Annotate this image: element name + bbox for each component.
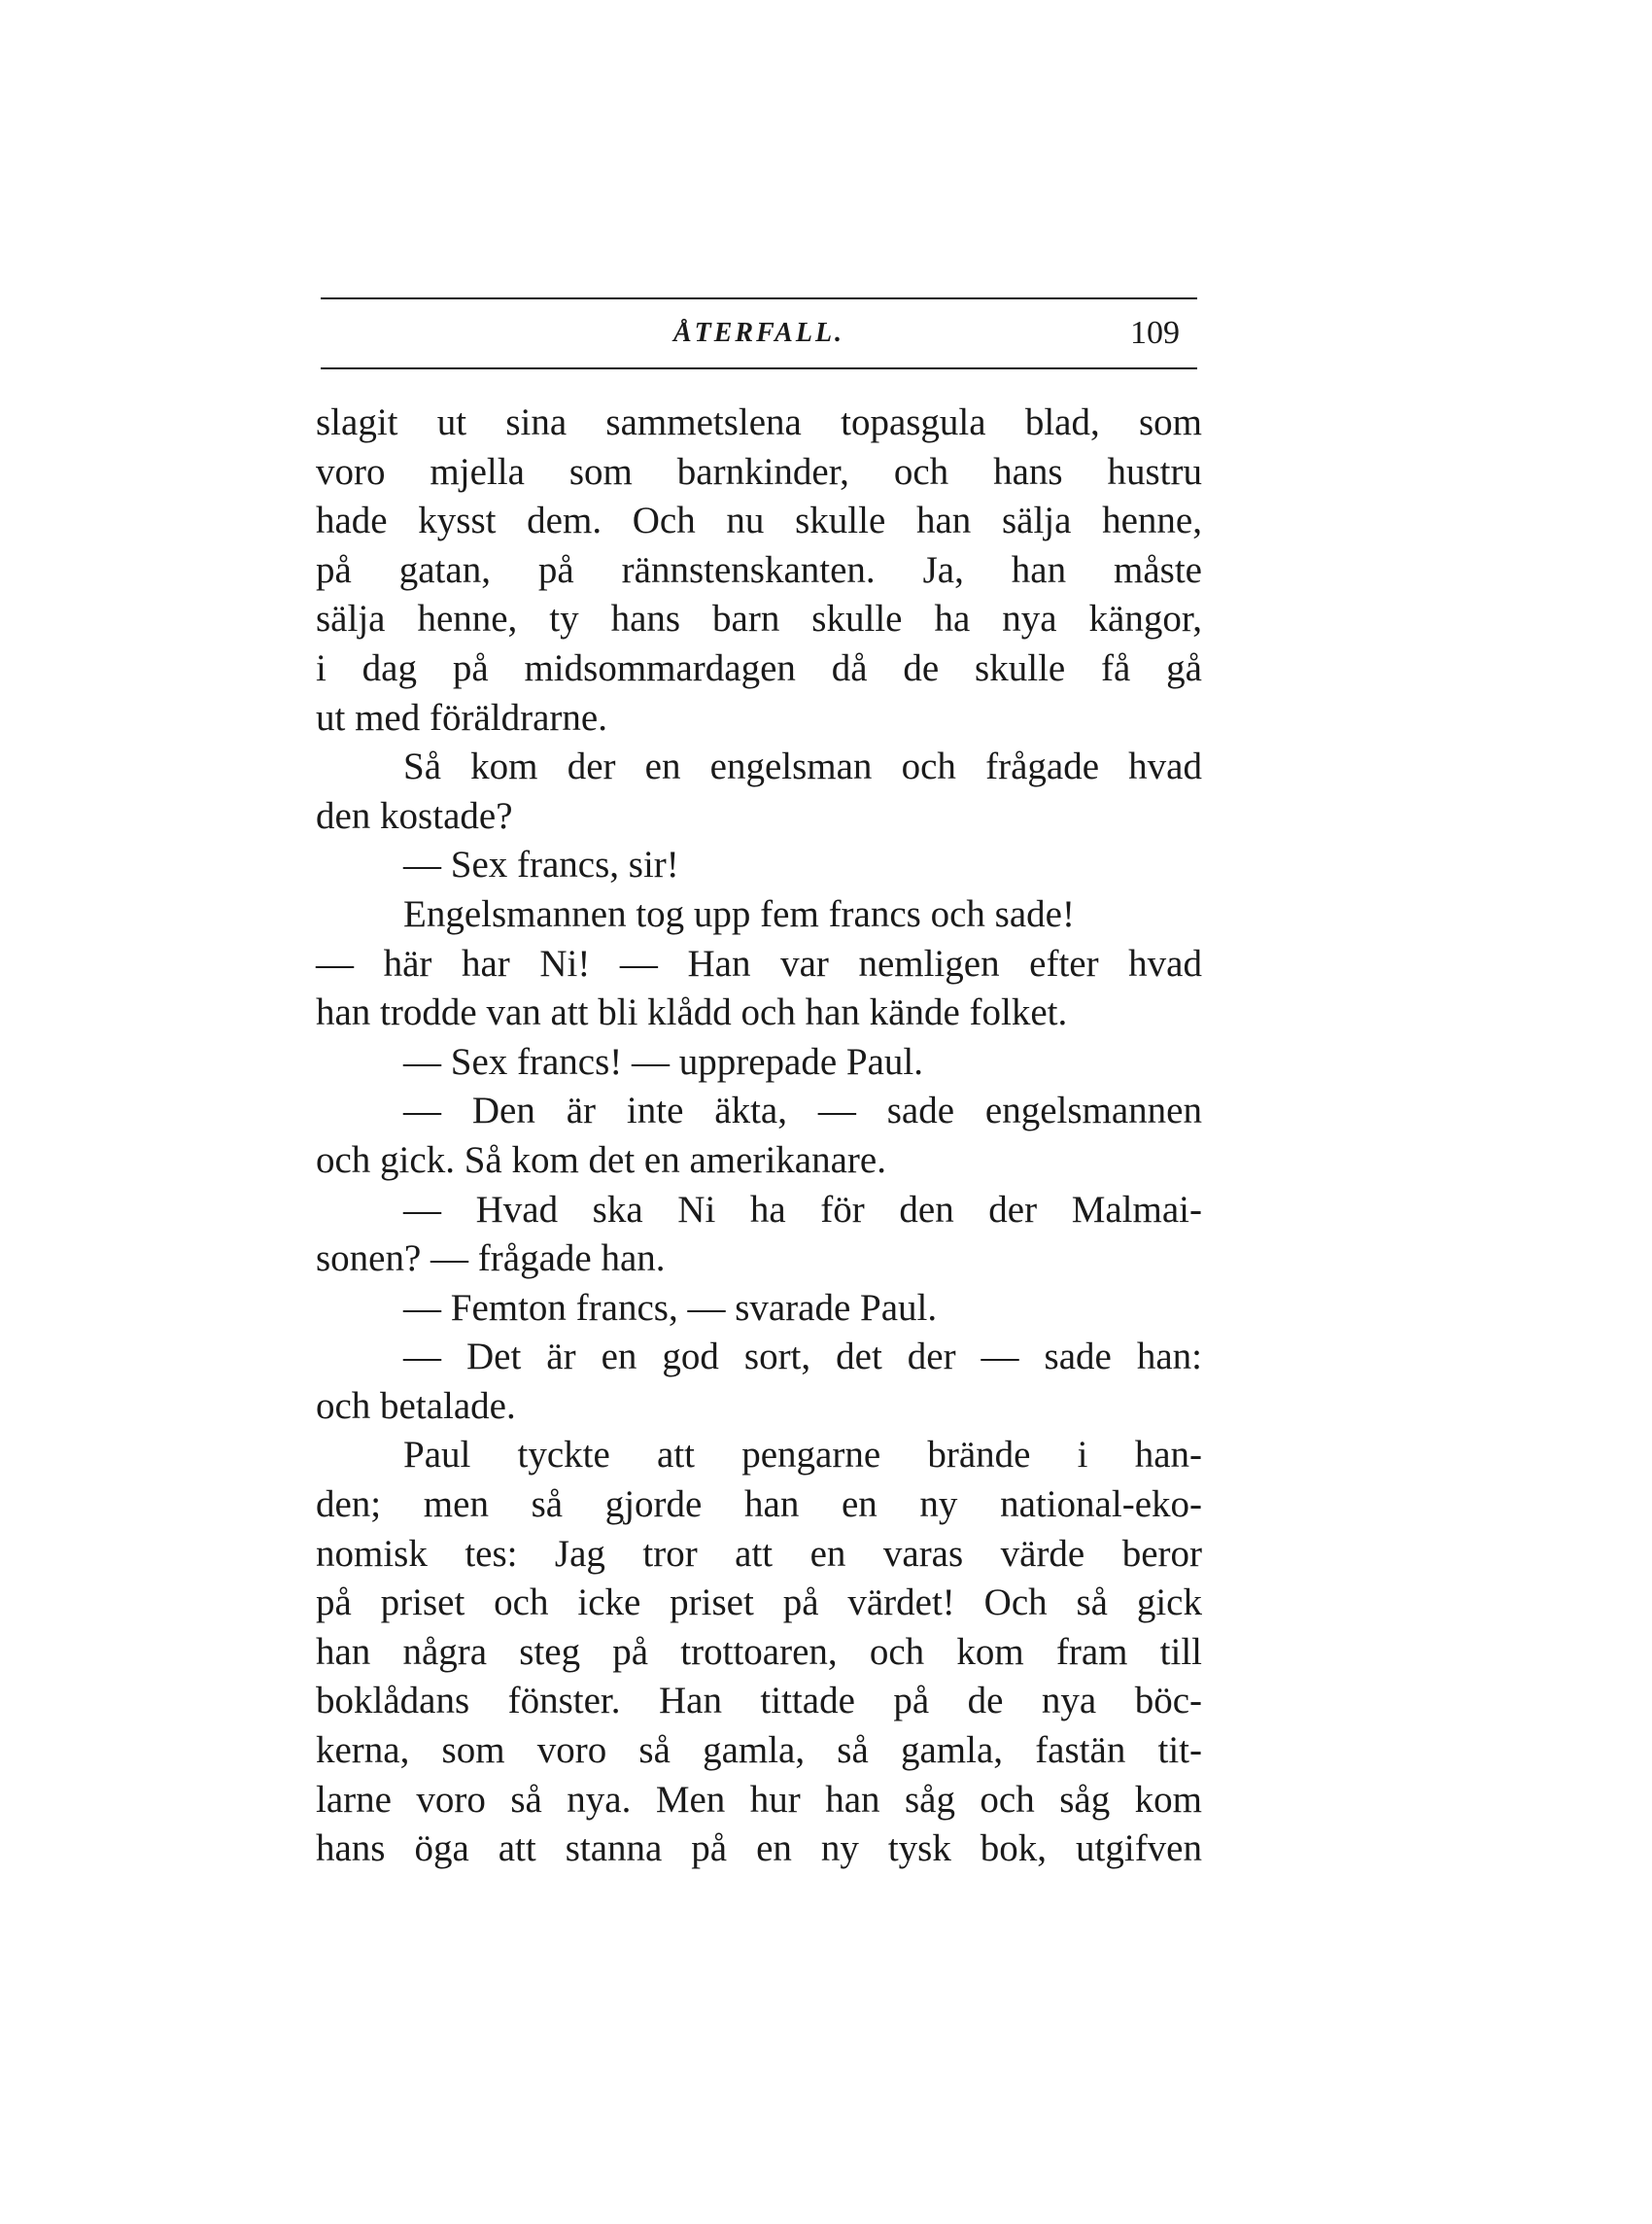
text-line: Engelsmannen tog upp fem francs och sade! <box>403 892 1075 935</box>
text-line: — Det är en god sort, det der — sade han: <box>403 1336 1202 1378</box>
header-rule-bottom <box>321 367 1197 369</box>
text-line: nomisk tes: Jag tror att en varas värde beror <box>316 1532 1202 1575</box>
text-line: på gatan, på rännstenskanten. Ja, han måste <box>316 548 1202 591</box>
text-line: kerna, som voro så gamla, så gamla, fastän tit- <box>316 1729 1202 1772</box>
text-line: på priset och icke priset på värdet! Och så gick <box>316 1581 1202 1624</box>
text-line: — Femton francs, — svarade Paul. <box>403 1286 938 1329</box>
running-head <box>321 309 1197 358</box>
page-number: 109 <box>1130 315 1180 351</box>
text-line: Så kom der en engelsman och frågade hvad <box>403 746 1202 788</box>
text-line: hade kysst dem. Och nu skulle han sälja henne, <box>316 500 1202 542</box>
body-text <box>316 399 1202 1874</box>
text-line: han några steg på trottoaren, och kom fram till <box>316 1630 1202 1673</box>
text-line: — Sex francs, sir! <box>403 844 679 886</box>
text-line: i dag på midsommardagen då de skulle få gå <box>316 646 1202 689</box>
text-line: hans öga att stanna på en ny tysk bok, utgifven <box>316 1827 1202 1870</box>
text-line: den kostade? <box>316 794 513 837</box>
text-line: sonen? — frågade han. <box>316 1237 666 1280</box>
text-line: Paul tyckte att pengarne brände i han- <box>403 1434 1202 1477</box>
running-title: ÅTERFALL. <box>672 318 845 348</box>
text-line: ut med föräldrarne. <box>316 696 607 739</box>
text-line: och betalade. <box>316 1384 516 1427</box>
text-line: sälja henne, ty hans barn skulle ha nya kängor, <box>316 598 1202 641</box>
text-line: — här har Ni! — Han var nemligen efter hvad <box>316 942 1202 985</box>
text-line: — Sex francs! — upprepade Paul. <box>403 1040 924 1083</box>
text-line: han trodde van att bli klådd och han kände folket. <box>316 991 1068 1034</box>
text-line: den; men så gjorde han en ny national-eko- <box>316 1483 1202 1526</box>
text-line: och gick. Så kom det en amerikanare. <box>316 1138 886 1181</box>
text-line: — Hvad ska Ni ha för den der Malmai- <box>403 1188 1202 1231</box>
text-line: voro mjella som barnkinder, och hans hustru <box>316 450 1202 493</box>
text-line: boklådans fönster. Han tittade på de nya böc- <box>316 1680 1202 1722</box>
text-line: slagit ut sina sammetslena topasgula blad, som <box>316 401 1202 443</box>
header-rule-top <box>321 297 1197 299</box>
text-line: larne voro så nya. Men hur han såg och såg kom <box>316 1778 1202 1821</box>
text-line: — Den är inte äkta, — sade engelsmannen <box>403 1090 1202 1132</box>
